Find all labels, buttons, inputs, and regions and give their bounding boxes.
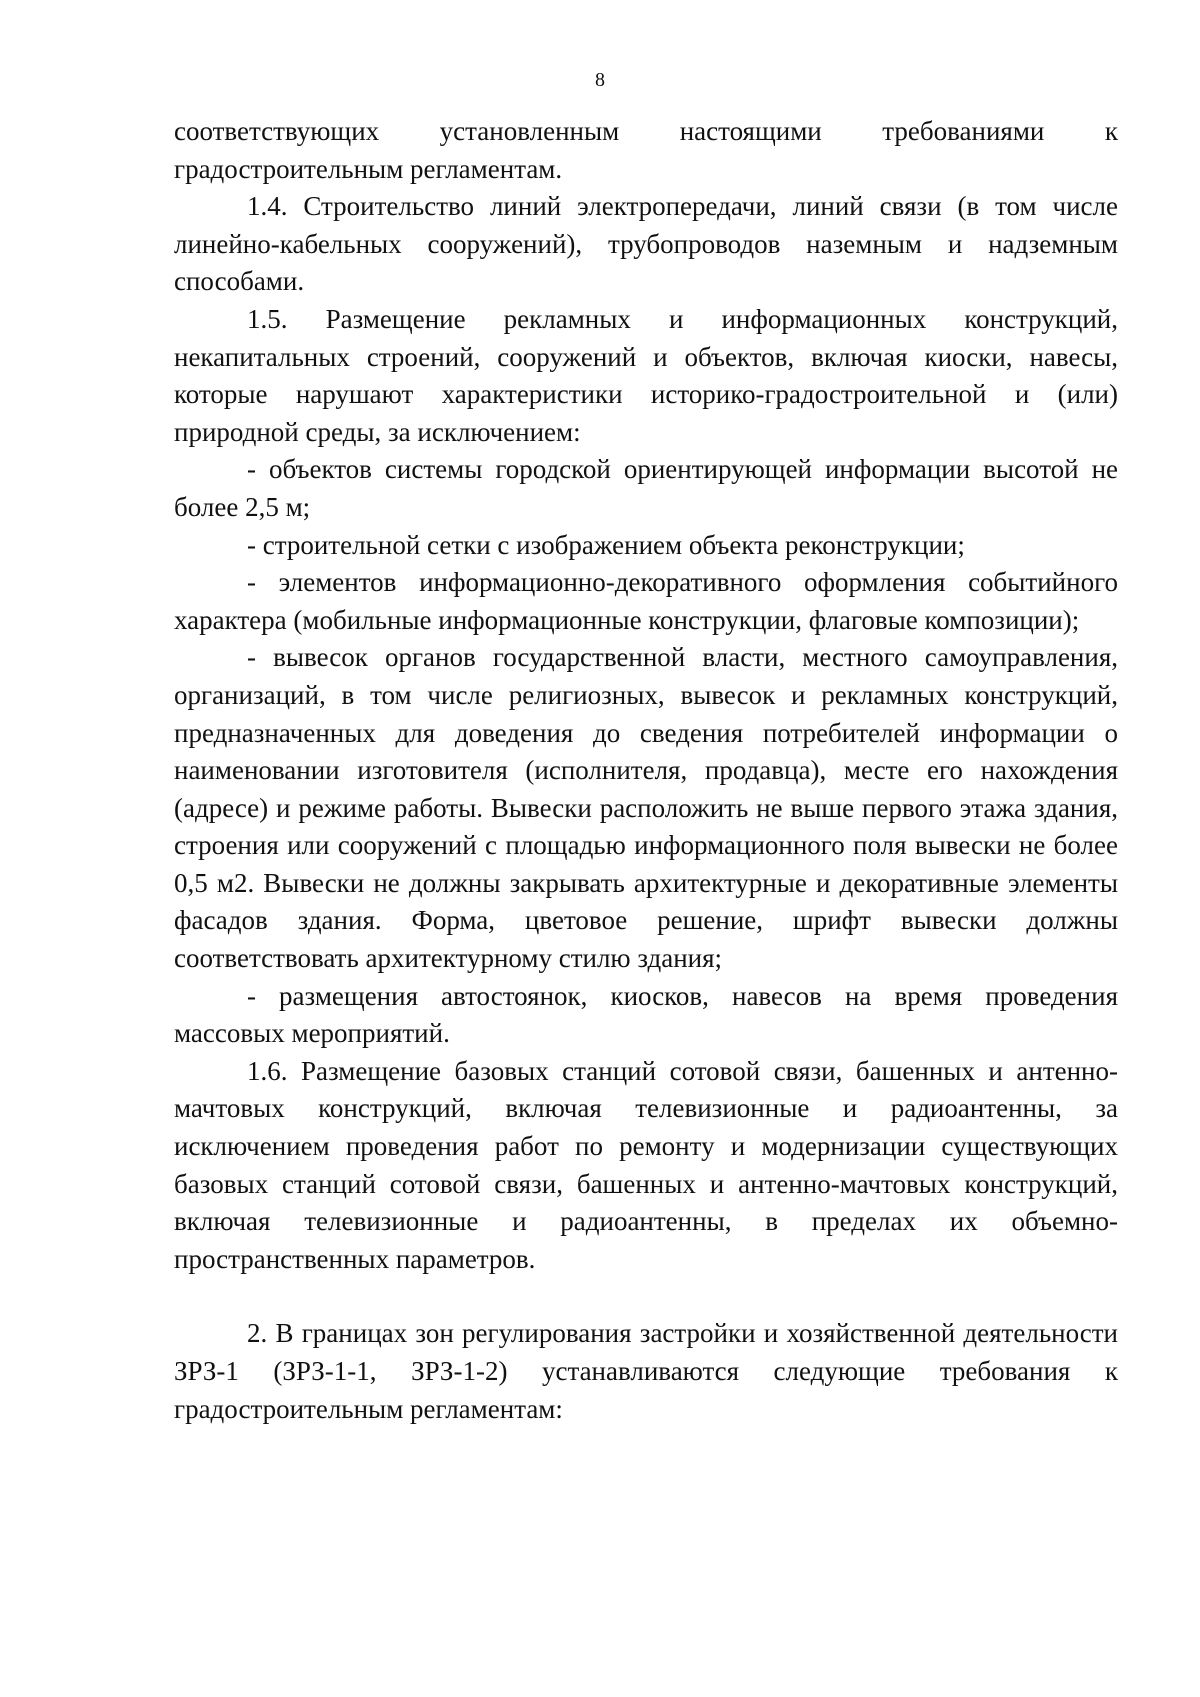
list-item-parking-kiosks: - размещения автостоянок, киосков, навесов на время проведения массовых мероприятий. bbox=[174, 980, 1118, 1049]
paragraph-2: 2. В границах зон регулирования застройки и хозяйственной деятельности ЗРЗ-1 (ЗРЗ-1-1, ЗРЗ-1-2) устанавливаются следующие требования к градостроительным регламентам: bbox=[174, 1318, 1118, 1424]
document-body bbox=[174, 113, 1118, 1428]
list-item-orientation-info: - объектов системы городской ориентирующей информации высотой не более 2,5 м; bbox=[174, 454, 1118, 522]
page-number: 8 bbox=[595, 69, 605, 91]
list-item-construction-mesh: - строительной сетки с изображением объекта реконструкции; bbox=[247, 529, 965, 560]
paragraph-1-5: 1.5. Размещение рекламных и информационных конструкций, некапитальных строений, сооружений и объектов, включая киоски, навесы, которые нарушают характеристики историко-градостроительной и (или) природной среды, за исключением: bbox=[174, 303, 1118, 447]
paragraph-1-4: 1.4. Строительство линий электропередачи, линий связи (в том числе линейно-кабельных сооружений), трубопроводов наземным и надземным способами. bbox=[174, 191, 1118, 297]
paragraph-continuation: соответствующих установленным настоящими требованиями к градостроительным регламентам. bbox=[174, 116, 1118, 184]
list-item-decorative-elements: - элементов информационно-декоративного оформления событийного характера (мобильные информационные конструкции, флаговые композиции); bbox=[174, 567, 1118, 635]
paragraph-1-6: 1.6. Размещение базовых станций сотовой связи, башенных и антенно-мачтовых конструкций, включая телевизионные и радиоантенны, за исключением проведения работ по ремонту и модернизации существующих базовых станций сотовой связи, башенных и антенно-мачтовых конструкций, включая телевизионные и радиоантенны, в пределах их объемно-пространственных параметров. bbox=[174, 1055, 1118, 1274]
list-item-signboards: - вывесок органов государственной власти, местного самоуправления, организаций, в том числе религиозных, вывесок и рекламных конструкций, предназначенных для доведения до сведения потребителей информации о наименовании изготовителя (исполнителя, продавца), месте его нахождения (адресе) и режиме работы. Вывески расположить не выше первого этажа здания, строения или сооружений с площадью информационного поля вывески не более 0,5 м2. Вывески не должны закрывать архитектурные и декоративные элементы фасадов здания. Форма, цветовое решение, шрифт вывески должны соответствовать архитектурному стилю здания; bbox=[174, 642, 1118, 974]
